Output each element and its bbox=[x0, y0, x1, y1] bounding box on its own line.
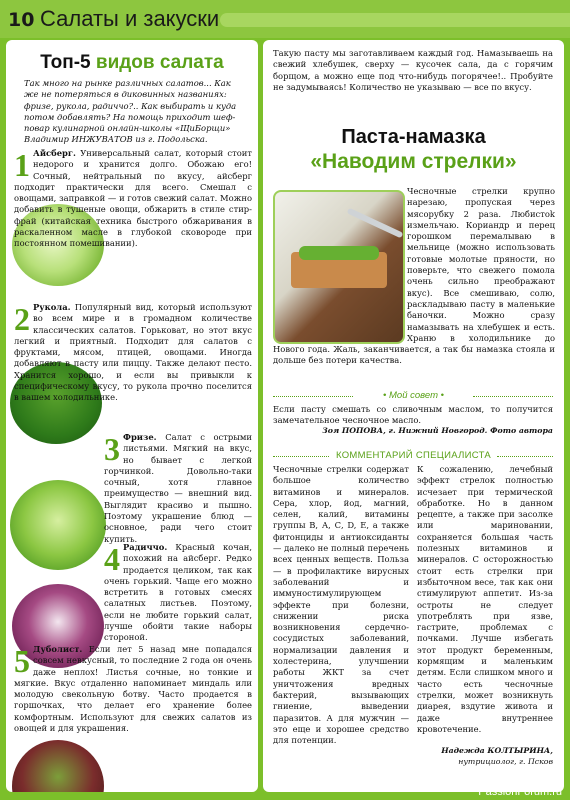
salad-item-oakleaf: 5 Дуболист. Если лет 5 назад мне попадался совсем невкусный, то последние 2 года он очень даже неплох! Листья сочные, но тонкие и мягкие. Вкус отдаленно напоминает миндаль или молодую свекольную ботву. Часто продается в горшочках, что делает его хранение более комфортным. Используют для свежих салатов из овощей и для украшения. bbox=[14, 643, 252, 734]
specialist-comment-col1: Чесночные стрелки содержат большое количество витаминов и минералов. Сера, хлор, йод, магний, селен, калий, витамины группы В, А, С, D, Е, а также фитонциды и антиоксиданты — далеко не полный перечень всех ценных веществ. Польза — в профилактике вирусных заболеваний и иммуностимулирующем эффекте при болезни, снижении риска возникновения сердечно-сосудистых заболеваний, нормализации давления и холестерина, улучшении работы ЖКТ за счет уничтожения вредных бактерий, вызывающих гниение, выведении паразитов. А для мужчин — это еще и хорошее средство для потенции. bbox=[273, 464, 409, 746]
salad-item-radicchio: 4 Радиччо. Красный кочан, похожий на айсберг. Редко продается целиком, так как очень горький. Чаще его можно встретить в готовых смесях салатных листьев. Поэтому, если не любите горький салат, лучше обойти такие наборы стороной. bbox=[104, 541, 252, 643]
paste-recipe-article bbox=[263, 40, 564, 792]
recipe-text: Чесночные стрелки крупно нарезаю, пропуская через мясорубку 2 раза. Любистok измельчаю. Кориандр и перец горошком перемалываю в мельнице (можно использовать готовые молотые пряности, но поверьте, что свежего помола очень сильно преображают вкус). Все смешиваю, солю, раскладываю пасту в маленькие баночки. Можно сразу намазывать на хлебушек и есть. Храню в холодильнике до Нового года. Жаль, заканчивается, а так бы намазка стояла и дольше без потери качества. bbox=[273, 186, 555, 366]
article-intro: Так много на рынке различных салатов... Как же не потеряться в диковинных названиях: фризе, рукола, радиччо?.. Как выбирать и куда потом добавлять? На помощь приходит шеф-повар кулинарной онлайн-школы «ЩиБорщи» Владимир ИНЖУВАТОВ из г. Подольска. bbox=[24, 78, 237, 145]
recipe-intro-text: Такую пасту мы заготавливаем каждый год. Намазываешь на свежий хлебушек, сверху — кусочек сала, да с горячим борщом, а можно еще под что-нибудь погорячее!.. Пробуйте не задумываясь! Количество не указываю — все по вкусу. bbox=[273, 48, 553, 92]
specialist-comment-heading: КОММЕНТАРИЙ СПЕЦИАЛИСТА bbox=[335, 450, 492, 461]
salad-item-frisee: 3 Фризе. Салат с острыми листьями. Мягкий на вкус, но бывает с легкой горчинкой. Довольно-таки сочный, хотя главное преимущество — внешний вид. Выглядит красиво и пышно. Поэтому украшение блюд — основное, ради чего стоит купить. bbox=[104, 431, 252, 544]
article-title: Топ-5 видов салата bbox=[40, 52, 224, 73]
watermark: PassionForum.ru bbox=[478, 786, 562, 798]
page-number: 10 bbox=[8, 9, 35, 31]
salad-item-iceberg: 1 Айсберг. Универсальный салат, который стоит недорого и хранится долго. Обожаю его! Сочный, нейтральный по вкусу, айсберг подходит практически для всего. Смешал с овощами, заправкой — и готов свежий салат. Можно добавить в тушеные овощи, обжарить в стиле стир-фрай (китайская техника быстрого обжаривания в раскаленном масле в глубокой сковороде при постоянном помешивании). bbox=[14, 147, 252, 249]
specialist-comment-col2: К сожалению, лечебный эффект стрелок полностью исчезает при термической обработке. Но в данном рецепте, а также при засолке или мариновании, сохраняется большая часть полезных витаминов и минералов. С осторожностью стоит есть стрелки при избыточном весе, так как они стимулируют аппетит. Из-за остроты не следует употреблять при язве, гастрите, проблемах с почками. Лучше избегать этот продукт беременным, кормящим и маленьким детям. Если слишком много и часто есть чесночные стрелки, может возникнуть диарея, вздутие живота и даже внутреннее кровотечение. bbox=[417, 464, 553, 734]
section-title: Салаты и закуски bbox=[40, 6, 220, 31]
recipe-author: Зоя ПОПОВА, г. Нижний Новгород. Фото автора bbox=[322, 426, 553, 435]
oak-leaf-lettuce-image bbox=[12, 740, 104, 792]
advice-heading: • Мой совет • bbox=[383, 390, 444, 401]
specialist-name: Надежда КОЛТЫРИНА, bbox=[441, 746, 553, 755]
advice-text: Если пасту смешать со сливочным маслом, то получится замечательное чесночное масло. bbox=[273, 404, 553, 426]
salad-article bbox=[6, 40, 258, 792]
recipe-title: Паста-намазка bbox=[341, 126, 486, 148]
page-header bbox=[0, 0, 570, 38]
salad-item-arugula: 2 Рукола. Популярный вид, который используют во всем мире и в громадном количестве классических салатов. Горьковат, но этот вкус легкий и приятный. Подходит для салатов с фруктами, мясом, птицей, овощами. Иногда добавляют в пасту или пиццу. Также делают песто. Хранится хорошо, и если вы привыкли к специфическому вкусу, то рукола прочно поселится в вашем холодильнике. bbox=[14, 301, 252, 403]
header-decoration bbox=[220, 13, 570, 27]
recipe-subtitle: «Наводим стрелки» bbox=[310, 150, 517, 173]
frisee-image bbox=[10, 480, 106, 570]
specialist-role: нутрициолог, г. Псков bbox=[458, 757, 553, 766]
